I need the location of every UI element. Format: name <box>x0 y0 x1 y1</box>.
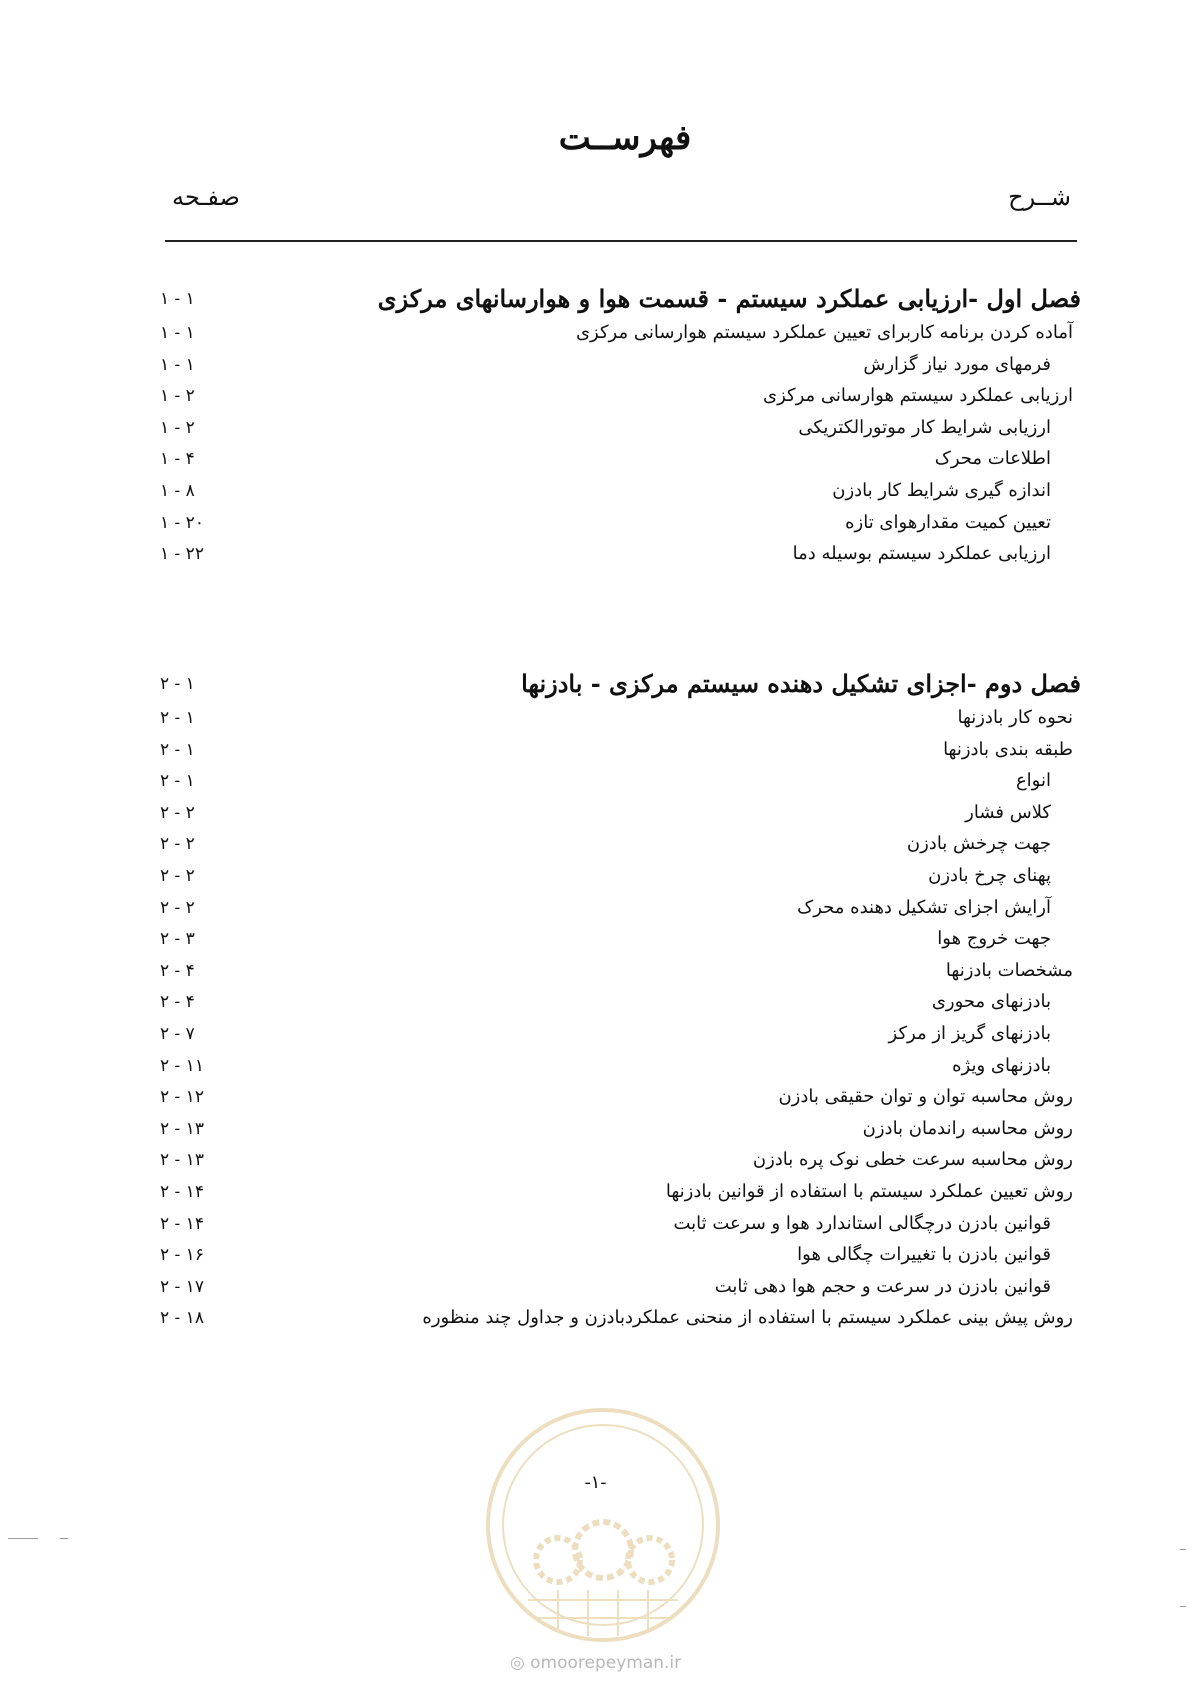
toc-entry-page: ۲ - ۲ <box>160 866 195 886</box>
chapter-heading <box>160 282 1081 316</box>
toc-entry-page: ۲ - ۱۳ <box>160 1118 204 1139</box>
toc-entry <box>160 1175 1081 1209</box>
toc-entry <box>160 954 1081 988</box>
toc-entry-page: ۱ - ۲۲ <box>160 544 204 565</box>
toc-entry-label: روش تعیین عملکرد سیستم با استفاده از قوانین بادزنها <box>665 1181 1073 1202</box>
toc-entry <box>160 1080 1081 1114</box>
toc-entry <box>160 1017 1081 1051</box>
toc-entry-page: ۱ - ۸ <box>160 481 195 501</box>
toc-entry-page: ۱ - ۱ <box>160 354 195 375</box>
toc-entry <box>160 316 1081 350</box>
toc-entry-page: ۲ - ۲ <box>160 802 195 823</box>
toc-entry <box>160 506 1081 540</box>
toc-entry-page: ۲ - ۳ <box>160 929 195 950</box>
scan-edge-mark <box>1180 1606 1186 1607</box>
publisher-seal-watermark <box>478 1400 728 1650</box>
chapter-heading-label: فصل اول -ارزیابی عملکرد سیستم - قسمت هوا و هوارسانهای مرکزی <box>377 284 1081 313</box>
toc-entry <box>160 1238 1081 1272</box>
toc-entry-page: ۱ - ۱ <box>160 323 195 343</box>
toc-entry-label: مشخصات بادزنها <box>945 959 1073 981</box>
toc-entry-label: روش محاسبه راندمان بادزن <box>862 1117 1073 1139</box>
toc-entry-label: آرایش اجزای تشکیل دهنده محرک <box>797 896 1051 918</box>
toc-entry <box>160 1049 1081 1083</box>
chapter-heading-page: ۱ - ۱ <box>160 289 195 309</box>
toc-entry-page: ۲ - ۱۲ <box>160 1087 204 1108</box>
toc-entry-page: ۲ - ۱ <box>160 771 195 792</box>
toc-entry-page: ۲ - ۷ <box>160 1024 195 1044</box>
toc-entry-page: ۲ - ۱۷ <box>160 1276 204 1297</box>
toc-entry-label: نحوه کار بادزنها <box>957 707 1073 728</box>
toc-entry-page: ۱ - ۲ <box>160 386 195 407</box>
toc-entry-label: فرمهای مورد نیاز گزارش <box>863 353 1051 375</box>
toc-entry-page: ۱ - ۲۰ <box>160 512 204 533</box>
toc-entry <box>160 1207 1081 1241</box>
toc-entry <box>160 764 1081 798</box>
toc-entry-page: ۲ - ۱۶ <box>160 1245 204 1266</box>
toc-entry-label: بادزنهای ویژه <box>952 1054 1051 1076</box>
watermark-url: ◎ omoorepeyman.ir <box>509 1653 682 1673</box>
chapter-heading-page: ۲ - ۱ <box>160 674 195 694</box>
toc-entry-page: ۲ - ۱ <box>160 708 195 728</box>
toc-entry-label: پهنای چرخ بادزن <box>928 865 1051 886</box>
toc-entry-label: اطلاعات محرک <box>934 448 1051 470</box>
toc-entry-label: بادزنهای محوری <box>931 991 1051 1013</box>
toc-entry-page: ۱ - ۲ <box>160 417 195 438</box>
toc-entry-label: اندازه گیری شرایط کار بادزن <box>832 480 1051 501</box>
toc-entry <box>160 891 1081 925</box>
watermark-url-text: omoorepeyman.ir <box>530 1653 682 1673</box>
page-column-header: صفـحه <box>172 183 240 211</box>
toc-entry <box>160 1143 1081 1177</box>
toc-entry-label: بادزنهای گریز از مرکز <box>888 1023 1051 1044</box>
toc-entry <box>160 442 1081 476</box>
toc-entry-label: ارزیابی عملکرد سیستم بوسیله دما <box>792 543 1051 565</box>
toc-entry <box>160 537 1081 571</box>
toc-entry-label: آماده کردن برنامه کاربرای تعیین عملکرد سیستم هوارسانی مرکزی <box>575 322 1073 343</box>
toc-entry <box>160 985 1081 1019</box>
toc-entry-page: ۲ - ۱۳ <box>160 1150 204 1171</box>
toc-entry-label: قوانین بادزن با تغییرات چگالی هوا <box>797 1244 1051 1266</box>
page-number: -۱- <box>584 1472 607 1493</box>
toc-entry-page: ۲ - ۴ <box>160 992 195 1013</box>
toc-entry-label: روش محاسبه توان و توان حقیقی بادزن <box>778 1086 1073 1108</box>
toc-entry-page: ۲ - ۱۴ <box>160 1213 204 1234</box>
toc-entry <box>160 859 1081 893</box>
description-column-header: شــرح <box>1008 183 1071 211</box>
toc-entry <box>160 379 1081 413</box>
toc-entry-page: ۱ - ۴ <box>160 449 195 470</box>
toc-entry-label: روش محاسبه سرعت خطی نوک پره بادزن <box>752 1149 1073 1171</box>
chapter-heading <box>160 667 1081 701</box>
scan-edge-mark <box>8 1538 38 1539</box>
toc-entry-page: ۲ - ۱۴ <box>160 1182 204 1202</box>
toc-entry-label: ارزیابی عملکرد سیستم هوارسانی مرکزی <box>763 385 1073 407</box>
toc-entry-page: ۲ - ۲ <box>160 834 195 855</box>
toc-entry-label: قوانین بادزن درچگالی استاندارد هوا و سرعت ثابت <box>673 1212 1051 1234</box>
toc-entry-label: روش پیش بینی عملکرد سیستم با استفاده از منحنی عملکردبادزن و جداول چند منظوره <box>422 1307 1073 1329</box>
toc-entry <box>160 701 1081 735</box>
scan-edge-mark <box>1180 1549 1186 1550</box>
toc-entry <box>160 411 1081 445</box>
toc-entry-page: ۲ - ۱۸ <box>160 1308 204 1329</box>
toc-entry-label: انواع <box>1015 770 1051 792</box>
toc-entry-label: طبقه بندی بادزنها <box>943 738 1073 760</box>
toc-entry <box>160 1301 1081 1335</box>
toc-entry <box>160 796 1081 830</box>
scan-edge-mark <box>60 1538 68 1539</box>
page-title: فهرســت <box>558 118 692 158</box>
toc-entry <box>160 474 1081 508</box>
toc-entry <box>160 827 1081 861</box>
toc-entry <box>160 1112 1081 1146</box>
toc-entry-page: ۲ - ۲ <box>160 897 195 918</box>
toc-entry-label: کلاس فشار <box>965 801 1051 823</box>
toc-entry-page: ۲ - ۱ <box>160 739 195 760</box>
toc-entry <box>160 1270 1081 1304</box>
toc-entry-label: تعیین کمیت مقدارهوای تازه <box>845 511 1051 533</box>
toc-entry-label: ارزیابی شرایط کار موتورالکتریکی <box>798 416 1051 438</box>
toc-entry-page: ۲ - ۴ <box>160 960 195 981</box>
toc-entry-label: جهت خروج هوا <box>937 928 1051 950</box>
toc-entry-label: قوانین بادزن در سرعت و حجم هوا دهی ثابت <box>714 1275 1051 1297</box>
toc-entry <box>160 922 1081 956</box>
toc-entry-page: ۲ - ۱۱ <box>160 1055 204 1076</box>
toc-entry-label: جهت چرخش بادزن <box>906 833 1051 855</box>
chapter-heading-label: فصل دوم -اجزای تشکیل دهنده سیستم مرکزی - بادزنها <box>521 669 1081 698</box>
toc-entry <box>160 733 1081 767</box>
toc-entry <box>160 348 1081 382</box>
